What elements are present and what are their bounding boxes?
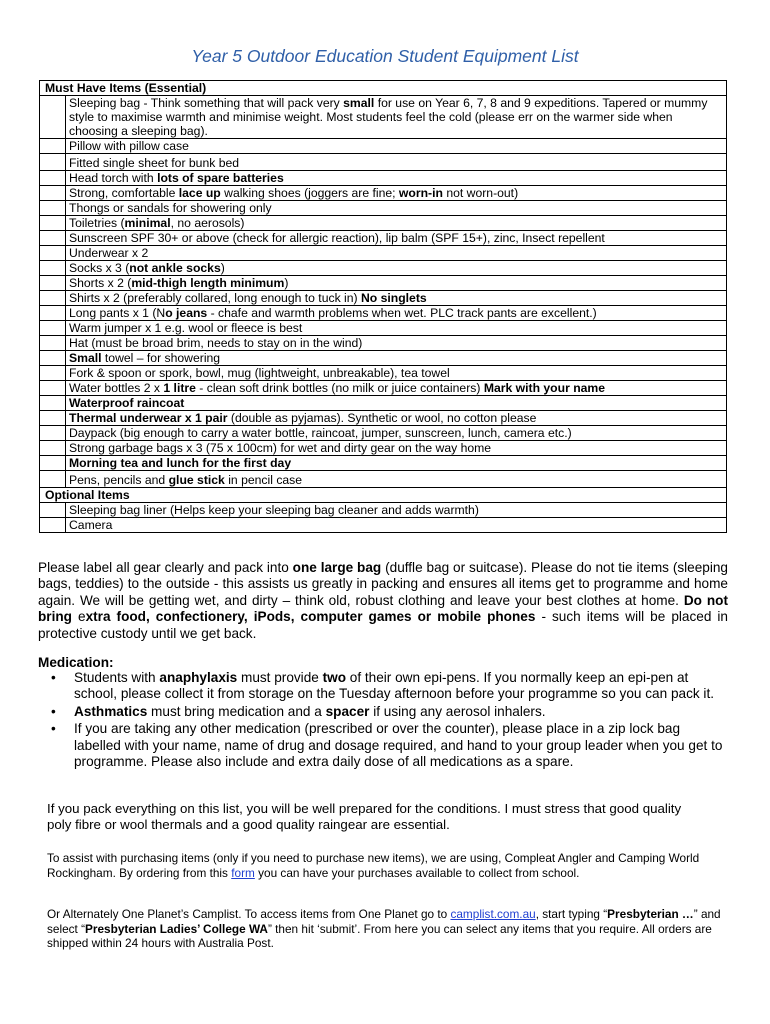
item-cell <box>66 96 727 139</box>
bold-text: Mark with your name <box>483 381 606 395</box>
list-item <box>38 721 728 770</box>
item-cell <box>66 246 727 261</box>
bullet-icon: • <box>51 670 56 685</box>
table-row <box>40 291 727 306</box>
checkbox-cell <box>40 503 66 518</box>
checkbox-cell <box>40 441 66 456</box>
text-run: Toiletries ( <box>69 216 125 230</box>
checkbox-cell <box>40 291 66 306</box>
item-cell <box>66 306 727 321</box>
table-row <box>40 216 727 231</box>
camplist-paragraph <box>47 907 727 951</box>
text-run: , no aerosols) <box>170 216 245 230</box>
checkbox-cell <box>40 186 66 201</box>
table-row <box>40 154 727 171</box>
inline-link[interactable]: form <box>231 865 255 880</box>
item-cell <box>66 321 727 336</box>
item-cell <box>66 411 727 426</box>
table-row <box>40 171 727 186</box>
text-run: you can have your purchases available to collect from school. <box>254 865 580 880</box>
table-row <box>40 231 727 246</box>
text-run: Sleeping bag - Think something that will pack very <box>69 96 344 110</box>
table-row <box>40 246 727 261</box>
text-run: - clean soft drink bottles (no milk or juice containers) <box>195 381 484 395</box>
checkbox-cell <box>40 216 66 231</box>
checkbox-cell <box>40 261 66 276</box>
text-run: Strong, comfortable <box>69 186 179 200</box>
item-cell <box>66 154 727 171</box>
table-row <box>40 306 727 321</box>
text-run: Students with <box>74 670 160 685</box>
essential-items-heading-row <box>40 81 727 96</box>
text-run: Water bottles 2 x <box>69 381 164 395</box>
bullet-icon: • <box>51 721 56 737</box>
text-run: must bring medication and a <box>147 703 326 719</box>
text-run: must provide <box>237 670 323 685</box>
bold-text: lace up <box>178 186 221 200</box>
text-run: e <box>71 609 86 625</box>
list-item <box>38 704 728 720</box>
checkbox-cell <box>40 154 66 171</box>
text-run: Shorts x 2 ( <box>69 276 132 290</box>
text-run: walking shoes (joggers are fine; <box>220 186 399 200</box>
text-run: Daypack (big enough to carry a water bottle, raincoat, jumper, sunscreen, lunch, camera etc.) <box>69 426 572 440</box>
label-gear-paragraph <box>38 560 728 642</box>
checkbox-cell <box>40 471 66 488</box>
bold-text: one large bag <box>292 560 382 575</box>
bold-text: Presbyterian Ladies’ College WA <box>85 921 268 936</box>
page-title: Year 5 Outdoor Education Student Equipment List <box>191 46 579 66</box>
medication-heading: Medication: <box>38 655 114 670</box>
bold-text: xtra food, confectionery, iPods, computer games or mobile phones <box>85 609 536 625</box>
table-row <box>40 518 727 533</box>
optional-items-heading-row <box>40 488 727 503</box>
text-run: Pens, pencils and <box>69 473 169 487</box>
checkbox-cell <box>40 518 66 533</box>
item-cell <box>66 231 727 246</box>
checkbox-cell <box>40 246 66 261</box>
checkbox-cell <box>40 381 66 396</box>
table-row <box>40 321 727 336</box>
bold-text: Morning tea and lunch for the first day <box>69 456 292 470</box>
bold-text: mid-thigh length minimum <box>131 276 285 290</box>
text-run: ” then hit ‘submit’. From here you can select any items that you require. All orders are shipped within 24 hours with Australia Post. <box>47 921 712 950</box>
text-run: Hat (must be broad brim, needs to stay on in the wind) <box>69 336 363 350</box>
text-run: Strong garbage bags x 3 (75 x 100cm) for wet and dirty gear on the way home <box>69 441 492 455</box>
bold-text: No singlets <box>360 291 427 305</box>
checkbox-cell <box>40 96 66 139</box>
bold-text: Waterproof raincoat <box>69 396 185 410</box>
table-row <box>40 96 727 139</box>
table-row <box>40 411 727 426</box>
checkbox-cell <box>40 321 66 336</box>
text-run: Thongs or sandals for showering only <box>69 201 272 215</box>
bold-text: glue stick <box>168 473 225 487</box>
text-run: Fork & spoon or spork, bowl, mug (lightweight, unbreakable), tea towel <box>69 366 450 380</box>
text-run: not worn-out) <box>442 186 519 200</box>
text-run: Shirts x 2 (preferably collared, long enough to tuck in) <box>69 291 361 305</box>
text-run: ” and select “ <box>47 907 721 936</box>
list-item <box>38 670 728 703</box>
text-run: , start typing “ <box>535 907 608 921</box>
text-run: Head torch with <box>69 171 158 185</box>
text-run: Please label all gear clearly and pack into <box>38 560 293 575</box>
checkbox-cell <box>40 426 66 441</box>
item-cell <box>66 518 727 533</box>
bold-text: Presbyterian … <box>607 907 694 921</box>
bold-text: minimal <box>124 216 171 230</box>
bold-text: Small <box>69 351 102 365</box>
item-cell <box>66 139 727 154</box>
checkbox-cell <box>40 276 66 291</box>
bold-text: lots of spare batteries <box>157 171 284 185</box>
text-run: towel – for showering <box>101 351 221 365</box>
table-row <box>40 276 727 291</box>
item-cell <box>66 396 727 411</box>
table-row <box>40 261 727 276</box>
text-run: ) <box>220 261 225 275</box>
item-cell <box>66 381 727 396</box>
table-row <box>40 186 727 201</box>
bold-text: spacer <box>325 703 370 719</box>
table-row <box>40 366 727 381</box>
text-run: Pillow with pillow case <box>69 139 189 153</box>
text-run: Or Alternately One Planet’s Camplist. To access items from One Planet go to <box>47 907 451 921</box>
item-cell <box>66 216 727 231</box>
text-run: Camera <box>69 518 113 532</box>
medication-list <box>38 670 728 771</box>
text-run: - chafe and warmth problems when wet. PLC track pants are excellent.) <box>207 306 597 320</box>
table-row <box>40 471 727 488</box>
checkbox-cell <box>40 336 66 351</box>
purchase-paragraph <box>47 851 727 880</box>
item-cell <box>66 441 727 456</box>
text-run: Fitted single sheet for bunk bed <box>69 156 240 170</box>
checkbox-cell <box>40 139 66 154</box>
text-run: - such items will be placed in protective custody until we get back. <box>38 609 728 641</box>
table-row <box>40 139 727 154</box>
item-cell <box>66 336 727 351</box>
checkbox-cell <box>40 396 66 411</box>
table-row <box>40 503 727 518</box>
text-run: (duffle bag or suitcase). Please do not tie items (sleeping bags, teddies) to the outside - this assists us greatly in packing and ensures all items get to programme and home again. We will be getting wet, and dirty – think old, robust clothing and leave your best clothes at home. <box>38 560 728 608</box>
table-row <box>40 426 727 441</box>
item-cell <box>66 201 727 216</box>
bold-text: o jeans <box>165 306 208 320</box>
item-cell <box>66 366 727 381</box>
text-run: of their own epi-pens. If you normally keep an epi-pen at school, please collect it from storage on the Tuesday afternoon before your programme so you can pack it. <box>74 670 715 702</box>
checkbox-cell <box>40 201 66 216</box>
item-cell <box>66 426 727 441</box>
item-cell <box>66 351 727 366</box>
text-run: Socks x 3 ( <box>69 261 130 275</box>
inline-link[interactable]: camplist.com.au <box>450 907 536 921</box>
checkbox-cell <box>40 231 66 246</box>
item-cell <box>66 261 727 276</box>
checkbox-cell <box>40 456 66 471</box>
bold-text: two <box>322 670 346 685</box>
bold-text: small <box>343 96 375 110</box>
text-run: Long pants x 1 (N <box>69 306 166 320</box>
equipment-table <box>39 80 727 533</box>
equipment-table-body <box>40 81 727 533</box>
bold-text: Do not bring <box>38 592 728 625</box>
checkbox-cell <box>40 366 66 381</box>
checkbox-cell <box>40 171 66 186</box>
text-run: To assist with purchasing items (only if you need to purchase new items), we are using, Compleat Angler and Camping World Rockingham. By ordering from this <box>47 851 700 880</box>
text-run: for use on Year 6, 7, 8 and 9 expeditions. Tapered or mummy style to maximise warmth and minimise weight. Most students feel the cold (please err on the warmer side when choosing a sleeping bag). <box>69 96 708 138</box>
text-run: Sunscreen SPF 30+ or above (check for allergic reaction), lip balm (SPF 15+), zinc, Insect repellent <box>69 231 605 245</box>
item-cell <box>66 471 727 488</box>
table-row <box>40 381 727 396</box>
item-cell <box>66 503 727 518</box>
checkbox-cell <box>40 411 66 426</box>
text-run: if using any aerosol inhalers. <box>369 703 546 719</box>
checkbox-cell <box>40 306 66 321</box>
text-run: Warm jumper x 1 e.g. wool or fleece is best <box>69 321 303 335</box>
table-row <box>40 456 727 471</box>
item-cell <box>66 186 727 201</box>
bold-text: Thermal underwear x 1 pair <box>69 411 228 425</box>
bold-text: 1 litre <box>163 381 196 395</box>
prepared-paragraph: If you pack everything on this list, you will be well prepared for the conditions. I must stress that good quality poly fibre or wool thermals and a good quality raingear are essential. <box>47 801 682 833</box>
table-row <box>40 336 727 351</box>
text-run: ) <box>284 276 289 290</box>
essential-items-heading: Must Have Items (Essential) <box>40 81 727 96</box>
text-run: (double as pyjamas). Synthetic or wool, no cotton please <box>227 411 537 425</box>
bold-text: worn-in <box>398 186 443 200</box>
optional-items-heading: Optional Items <box>40 488 727 503</box>
text-run: If you are taking any other medication (prescribed or over the counter), please place in a zip lock bag labelled with your name, name of drug and dosage required, and hand to your group leader when you get to programme. Please also include and extra daily dose of all medications as a spare. <box>74 721 723 770</box>
bullet-icon: • <box>51 703 56 719</box>
bold-text: not ankle socks <box>129 261 221 275</box>
bold-text: Asthmatics <box>74 703 148 719</box>
table-row <box>40 351 727 366</box>
item-cell <box>66 171 727 186</box>
text-run: Underwear x 2 <box>69 246 149 260</box>
item-cell <box>66 276 727 291</box>
item-cell <box>66 456 727 471</box>
table-row <box>40 441 727 456</box>
item-cell <box>66 291 727 306</box>
checkbox-cell <box>40 351 66 366</box>
table-row <box>40 201 727 216</box>
text-run: in pencil case <box>224 473 303 487</box>
text-run: Sleeping bag liner (Helps keep your sleeping bag cleaner and adds warmth) <box>69 503 479 517</box>
bold-text: anaphylaxis <box>159 670 238 685</box>
table-row <box>40 396 727 411</box>
